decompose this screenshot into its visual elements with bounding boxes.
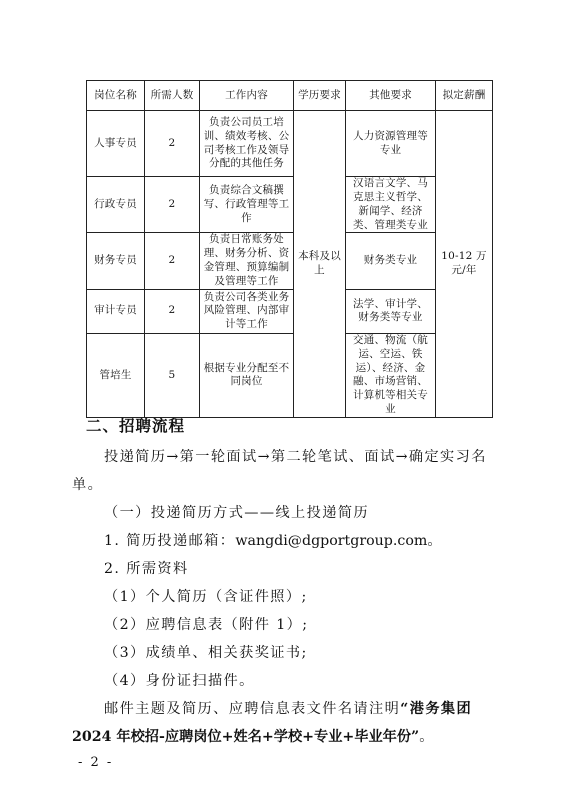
list-item: （1）个人简历（含证件照）;	[104, 589, 308, 605]
note-prefix: 邮件主题及简历、应聘信息表文件名请注明	[104, 701, 401, 717]
email-subject-note-line-1	[104, 698, 472, 718]
header-position: 岗位名称	[87, 81, 145, 111]
note-bold-2: 2024 年校招-应聘岗位+姓名+学校+专业+毕业年份”	[72, 729, 420, 745]
table-row	[87, 333, 493, 417]
table-row	[87, 111, 493, 177]
cell-salary	[436, 111, 493, 418]
note-end: 。	[419, 729, 435, 745]
cell-count: 5	[145, 333, 200, 417]
materials-label: 2. 所需资料	[104, 561, 189, 577]
email-address: wangdi@dgportgroup.com	[235, 533, 428, 549]
table-row	[87, 177, 493, 233]
cell-content: 负责综合文稿撰写、行政管理等工作	[200, 177, 294, 233]
email-line	[104, 530, 443, 550]
header-count: 所需人数	[145, 81, 200, 111]
recruitment-table	[86, 80, 493, 418]
cell-position: 人事专员	[87, 111, 145, 177]
cell-count: 2	[145, 111, 200, 177]
cell-other: 汉语言文学、马克思主义哲学、新闻学、经济类、管理类专业	[346, 177, 436, 233]
cell-position: 管培生	[87, 333, 145, 417]
list-item: （4）身份证扫描件。	[104, 673, 255, 689]
cell-education: 本科及以上	[294, 111, 346, 418]
list-item: （2）应聘信息表（附件 1）;	[104, 617, 309, 633]
cell-other: 法学、审计学、财务类等专业	[346, 289, 436, 333]
cell-other: 交通、物流（航运、空运、铁运）、经济、金融、市场营销、计算机等相关专业	[346, 333, 436, 417]
process-flow-line-1: 投递简历→第一轮面试→第二轮笔试、面试→确定实习名	[104, 449, 487, 465]
header-education: 学历要求	[294, 81, 346, 111]
cell-content: 负责公司员工培训、绩效考核、公司考核工作及领导分配的其他任务	[200, 111, 294, 177]
cell-content: 负责日常账务处理、财务分析、资金管理、预算编制及管理等工作	[200, 233, 294, 289]
cell-count: 2	[145, 289, 200, 333]
header-content: 工作内容	[200, 81, 294, 111]
cell-content: 负责公司各类业务风险管理、内部审计等工作	[200, 289, 294, 333]
process-flow-line-2: 单。	[72, 477, 104, 493]
salary-line-1: 10-12 万	[441, 250, 487, 263]
header-other: 其他要求	[346, 81, 436, 111]
cell-other: 人力资源管理等专业	[346, 111, 436, 177]
note-bold-1: “港务集团	[400, 701, 473, 717]
page-number: - 2 -	[78, 755, 114, 770]
list-item: （3）成绩单、相关获奖证书;	[104, 645, 308, 661]
table-header-row	[87, 81, 493, 111]
cell-other: 财务类专业	[346, 233, 436, 289]
table-row	[87, 233, 493, 289]
email-label: 1. 简历投递邮箱：	[104, 533, 236, 549]
cell-position: 行政专员	[87, 177, 145, 233]
table-row	[87, 289, 493, 333]
header-salary: 拟定薪酬	[436, 81, 493, 111]
section-title: 二、招聘流程	[86, 416, 186, 435]
cell-content: 根据专业分配至不同岗位	[200, 333, 294, 417]
cell-count: 2	[145, 233, 200, 289]
email-subject-note-line-2	[72, 726, 435, 746]
cell-position: 财务专员	[87, 233, 145, 289]
subsection-heading: （一）投递简历方式——线上投递简历	[104, 505, 369, 521]
cell-count: 2	[145, 177, 200, 233]
email-end: 。	[427, 533, 443, 549]
salary-line-2: 元/年	[451, 264, 477, 277]
cell-position: 审计专员	[87, 289, 145, 333]
